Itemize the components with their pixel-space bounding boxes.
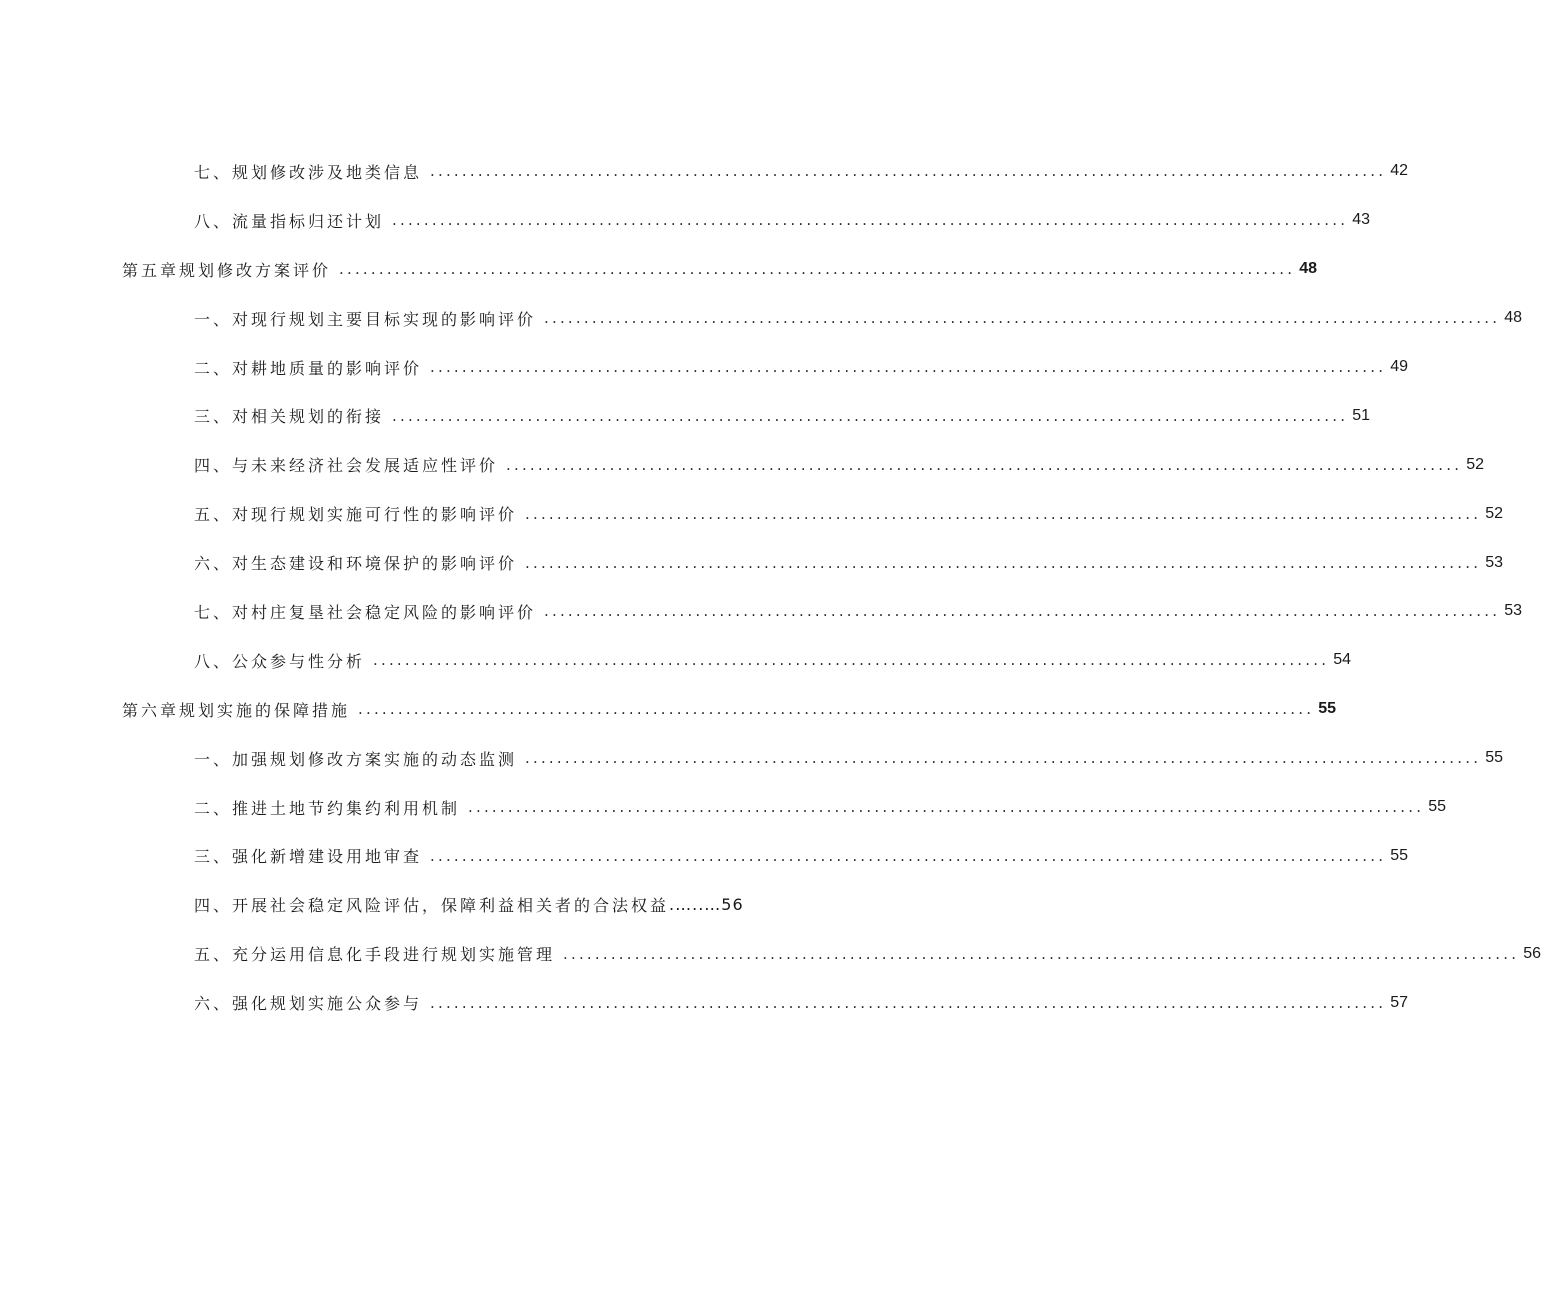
toc-entry-title: 一、对现行规划主要目标实现的影响评价	[194, 309, 537, 329]
toc-entry-title: 八、流量指标归还计划	[194, 211, 385, 231]
toc-entry-page-number: 52	[1466, 455, 1484, 473]
toc-dot-leader: ........................................................................................................................	[430, 993, 1387, 1012]
toc-entry-page-number: 55	[1428, 798, 1446, 816]
toc-section-entry[interactable]	[0, 343, 1408, 392]
toc-entry-page-number: 52	[1485, 504, 1503, 522]
toc-dot-leader: ........................................................................................................................	[430, 846, 1387, 865]
toc-entry-title: 二、推进土地节约集约利用机制	[194, 798, 461, 818]
toc-entry-page-number: 42	[1390, 162, 1408, 180]
toc-dot-leader: ........................................................................................................................	[506, 455, 1463, 474]
toc-entry-page-number: 55	[1390, 846, 1408, 864]
toc-section-entry[interactable]	[0, 880, 920, 929]
toc-section-entry[interactable]	[0, 587, 1522, 636]
toc-dot-leader: ........................................................................................................................	[525, 504, 1482, 523]
toc-entry-title: 四、与未来经济社会发展适应性评价	[194, 456, 499, 476]
toc-section-entry[interactable]	[0, 538, 1503, 587]
toc-dot-leader: ........................................................................................................................	[373, 651, 1330, 670]
toc-entry-page-number: 51	[1352, 406, 1370, 424]
toc-dot-leader: ........................................................................................................................	[358, 700, 1315, 719]
toc-section-entry[interactable]	[0, 391, 1370, 440]
toc-entry-title: 二、对耕地质量的影响评价	[194, 358, 423, 378]
toc-section-entry[interactable]	[0, 929, 1541, 978]
toc-entry-page-number: 54	[1333, 651, 1351, 669]
toc-entry-title: 六、对生态建设和环境保护的影响评价	[194, 554, 518, 574]
toc-section-entry[interactable]	[0, 489, 1503, 538]
toc-entry-title: 七、对村庄复垦社会稳定风险的影响评价	[194, 602, 537, 622]
toc-dot-leader: ........................................................................................................................	[392, 211, 1349, 230]
toc-entry-title: 一、加强规划修改方案实施的动态监测	[194, 749, 518, 769]
toc-entry-page-number: 55	[1318, 700, 1336, 718]
toc-section-entry[interactable]	[0, 196, 1370, 245]
toc-section-entry[interactable]	[0, 831, 1408, 880]
toc-entry-page-number: 53	[1504, 602, 1522, 620]
toc-dot-leader: ........................................................................................................................	[430, 358, 1387, 376]
toc-dot-leader: ........................................................................................................................	[468, 798, 1425, 817]
toc-dot-leader: ........................................................................................................................	[339, 260, 1296, 279]
toc-entry-title: 六、强化规划实施公众参与	[194, 994, 423, 1014]
toc-dot-leader: ........................................................................................................................	[392, 406, 1349, 425]
toc-entry-page-number: 43	[1352, 211, 1370, 229]
toc-entry-title: 三、对相关规划的衔接	[194, 407, 385, 427]
toc-section-entry[interactable]	[0, 783, 1446, 832]
toc-dot-leader: ........................................................................................................................	[525, 553, 1482, 572]
toc-chapter-entry[interactable]	[0, 245, 1317, 294]
toc-dot-leader: ........................................................................................................................	[525, 749, 1482, 768]
toc-section-entry[interactable]	[0, 147, 1408, 196]
toc-entry-page-number: 49	[1390, 358, 1408, 375]
toc-entry-title: 第六章规划实施的保障措施	[122, 700, 351, 720]
toc-section-entry[interactable]	[0, 734, 1503, 783]
toc-dot-leader: ........................................................................................................................	[544, 602, 1501, 621]
toc-entry-page-number: 56	[1523, 944, 1541, 962]
toc-entry-page-number: 48	[1299, 260, 1317, 278]
toc-entry-page-number: 57	[1390, 993, 1408, 1011]
toc-section-entry[interactable]	[0, 294, 1522, 343]
toc-entry-page-number: 48	[1504, 309, 1522, 327]
toc-dot-leader: ........................................................................................................................	[544, 309, 1501, 328]
toc-entry-title: 八、公众参与性分析	[194, 651, 366, 671]
toc-entry-title: 五、充分运用信息化手段进行规划实施管理	[194, 945, 556, 965]
toc-section-entry[interactable]	[0, 440, 1484, 489]
toc-entry-title: 第五章规划修改方案评价	[122, 260, 332, 280]
table-of-contents	[0, 147, 1541, 1027]
toc-entry-title: 三、强化新增建设用地审查	[194, 847, 423, 867]
toc-entry-page-number: .…..…56	[669, 895, 744, 915]
toc-chapter-entry[interactable]	[0, 685, 1336, 734]
toc-entry-title: 四、开展社会稳定风险评估，保障利益相关者的合法权益	[194, 896, 670, 916]
toc-section-entry[interactable]	[0, 978, 1408, 1027]
toc-entry-page-number: 55	[1485, 749, 1503, 767]
toc-section-entry[interactable]	[0, 636, 1351, 685]
toc-entry-page-number: 53	[1485, 553, 1503, 571]
toc-entry-title: 五、对现行规划实施可行性的影响评价	[194, 505, 518, 525]
toc-dot-leader: ........................................................................................................................	[563, 944, 1520, 963]
toc-dot-leader: ........................................................................................................................	[430, 162, 1387, 181]
toc-entry-title: 七、规划修改涉及地类信息	[194, 162, 423, 182]
